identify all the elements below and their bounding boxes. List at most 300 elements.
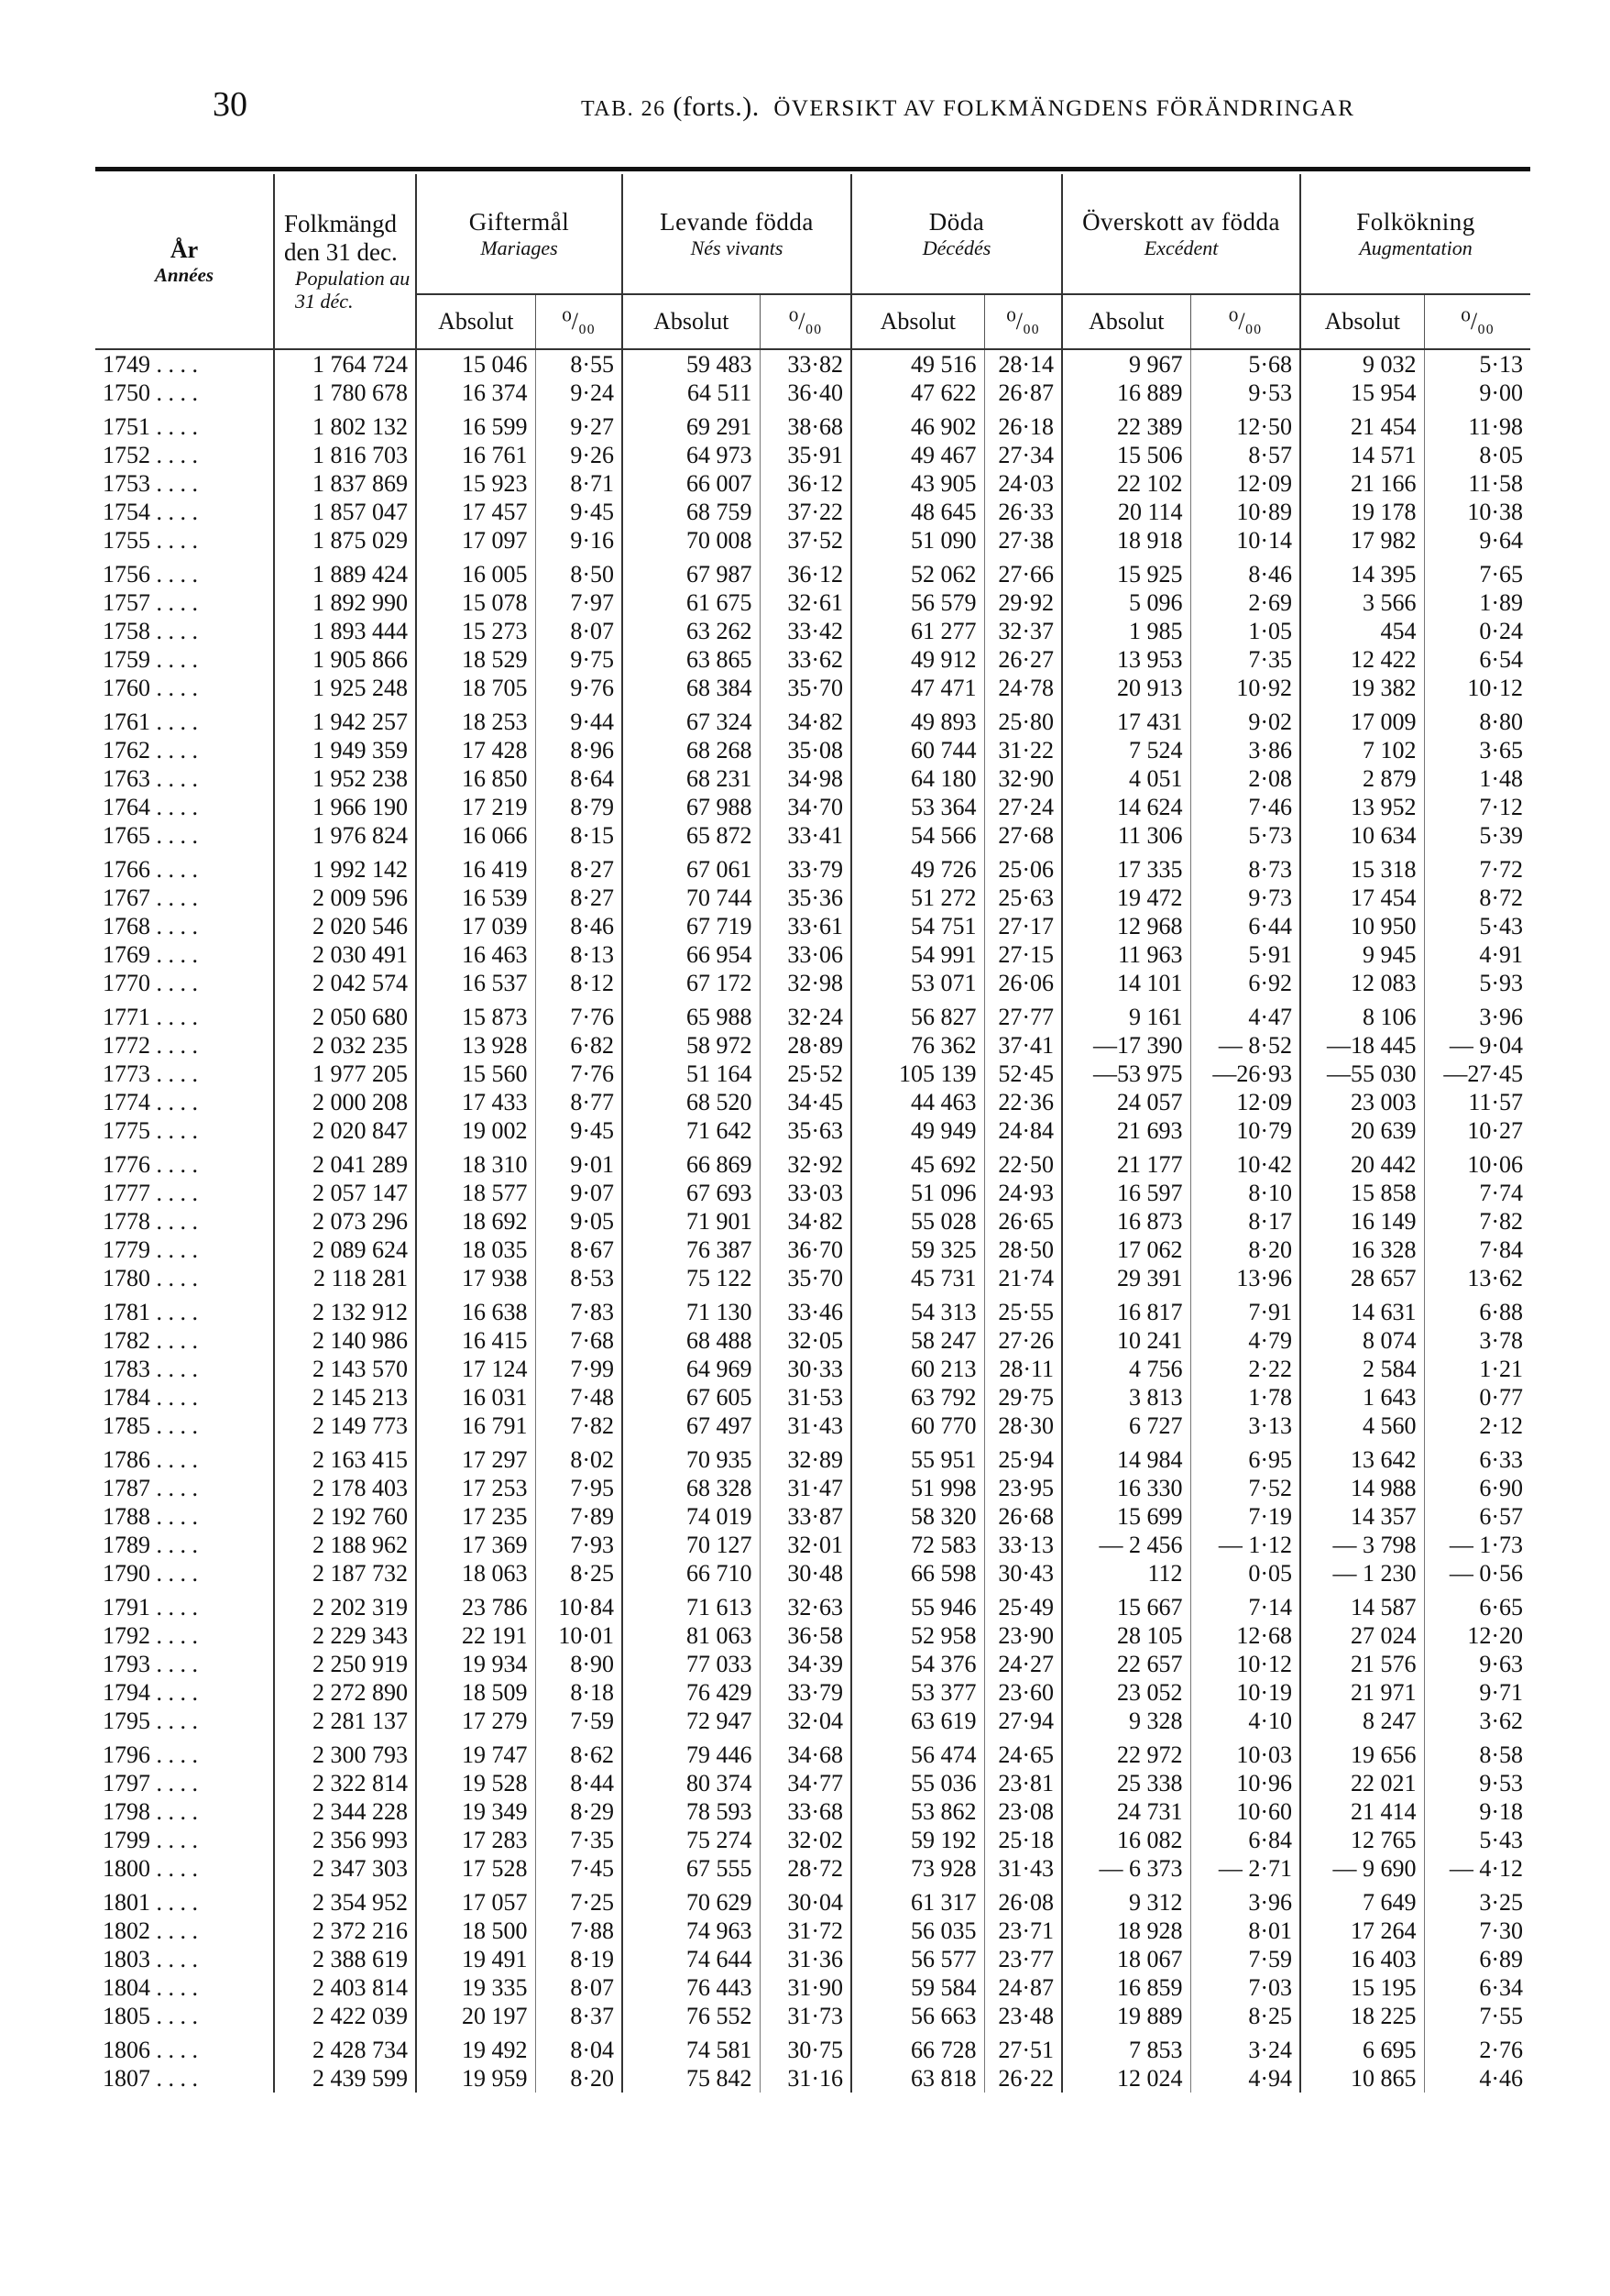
excess-permille-cell: 1·05 [1190,617,1300,645]
table-row [95,1531,1530,1559]
excess-permille-cell: 4·47 [1190,997,1300,1031]
table-row [95,1088,1530,1116]
deaths-absolut-cell: 56 827 [851,997,984,1031]
marriages-header [416,174,622,294]
population-cell: 2 089 624 [274,1236,416,1264]
excess-absolut-cell: 4 051 [1062,764,1190,793]
increase-permille-cell: 9·71 [1424,1678,1530,1707]
excess-permille-cell: 8·20 [1190,1236,1300,1264]
year-cell: 1777 . . . . [103,1180,198,1206]
excess-absolut-cell: 6 727 [1062,1412,1190,1440]
marriages-absolut-cell: 19 747 [416,1735,535,1769]
table-row [95,1412,1530,1440]
increase-header [1300,174,1530,294]
births-permille-cell: 33·42 [760,617,851,645]
increase-absolut-cell: 15 195 [1300,1973,1424,2002]
excess-absolut-cell: 10 241 [1062,1326,1190,1355]
population-title: Folkmängd den 31 dec. [284,209,398,266]
increase-permille-cell: 7·55 [1424,2002,1530,2030]
deaths-permille-cell: 25·80 [984,702,1062,736]
deaths-permille-cell: 25·49 [984,1587,1062,1621]
excess-permille-cell: 9·02 [1190,702,1300,736]
deaths-permille-cell: 33·13 [984,1531,1062,1559]
year-cell: 1789 . . . . [103,1532,198,1558]
increase-absolut-cell: 14 587 [1300,1587,1424,1621]
increase-permille-cell: — 4·12 [1424,1854,1530,1883]
births-permille-cell: 28·72 [760,1854,851,1883]
excess-absolut-cell: 29 391 [1062,1264,1190,1292]
deaths-absolut-cell: 60 770 [851,1412,984,1440]
births-permille-cell: 35·70 [760,1264,851,1292]
year-cell: 1774 . . . . [103,1089,198,1115]
excess-permille-cell: — 8·52 [1190,1031,1300,1060]
increase-absolut-cell: 17 454 [1300,884,1424,912]
births-permille-cell: 33·61 [760,912,851,940]
table-row [95,940,1530,969]
year-cell: 1751 . . . . [103,413,198,440]
population-cell: 1 949 359 [274,736,416,764]
marriages-absolut-cell: 19 492 [416,2030,535,2064]
population-cell: 2 030 491 [274,940,416,969]
excess-absolut-cell: 9 328 [1062,1707,1190,1735]
marriages-permille-cell: 7·59 [535,1707,622,1735]
deaths-permille-cell: 24·27 [984,1650,1062,1678]
births-permille-cell: 36·70 [760,1236,851,1264]
marriages-permille-cell: 8·50 [535,555,622,588]
year-cell: 1765 . . . . [103,822,198,849]
increase-absolut-cell: 9 945 [1300,940,1424,969]
increase-absolut-cell: 13 952 [1300,793,1424,821]
year-cell: 1786 . . . . [103,1446,198,1473]
deaths-absolut-cell: 53 364 [851,793,984,821]
year-subtitle: Années [154,263,214,286]
births-permille-cell: 35·63 [760,1116,851,1145]
births-permille-cell: 34·82 [760,702,851,736]
increase-title: Folkökning [1356,207,1475,236]
marriages-permille-cell: 8·62 [535,1735,622,1769]
deaths-absolut-cell: 49 516 [851,349,984,379]
births-absolut-cell: 70 127 [622,1531,760,1559]
population-cell: 2 344 228 [274,1797,416,1826]
population-cell: 2 073 296 [274,1207,416,1236]
excess-permille-cell: 10·60 [1190,1797,1300,1826]
births-absolut-cell: 74 644 [622,1945,760,1973]
deaths-absolut-cell: 56 474 [851,1735,984,1769]
deaths-permille-cell: 27·17 [984,912,1062,940]
increase-permille-cell: 3·25 [1424,1883,1530,1917]
excess-absolut-cell: 21 693 [1062,1116,1190,1145]
table-row [95,850,1530,884]
births-permille-cell: 31·36 [760,1945,851,1973]
table-row [95,736,1530,764]
marriages-permille-cell: 8·71 [535,469,622,498]
excess-permille-cell: — 2·71 [1190,1854,1300,1883]
excess-permille-cell: 0·05 [1190,1559,1300,1587]
increase-absolut-cell: 10 634 [1300,821,1424,850]
year-cell: 1791 . . . . [103,1594,198,1620]
deaths-permille-cell: 23·81 [984,1769,1062,1797]
increase-absolut-cell: 21 414 [1300,1797,1424,1826]
marriages-permille-cell: 7·88 [535,1917,622,1945]
year-column-header [95,174,274,349]
marriages-absolut-cell: 17 297 [416,1440,535,1474]
births-permille-cell: 25·52 [760,1060,851,1088]
increase-permille-cell: 8·58 [1424,1735,1530,1769]
births-permille-cell: 30·75 [760,2030,851,2064]
table-row [95,379,1530,407]
marriages-absolut-cell: 15 560 [416,1060,535,1088]
births-absolut-cell: 67 172 [622,969,760,997]
table-row [95,1292,1530,1326]
table-header [95,174,1530,349]
year-cell: 1782 . . . . [103,1327,198,1354]
marriages-absolut-cell: 18 692 [416,1207,535,1236]
marriages-permille-cell: 8·07 [535,1973,622,2002]
table-row [95,884,1530,912]
increase-absolut-cell: 18 225 [1300,2002,1424,2030]
deaths-permille-cell: 23·71 [984,1917,1062,1945]
births-permille-cell: 31·43 [760,1412,851,1440]
excess-permille-cell: 4·94 [1190,2064,1300,2093]
excess-absolut-cell: 112 [1062,1559,1190,1587]
marriages-permille-cell: 9·27 [535,407,622,441]
population-cell: 1 875 029 [274,526,416,555]
table-row [95,1264,1530,1292]
population-cell: 2 322 814 [274,1769,416,1797]
births-permille-cell: 33·79 [760,850,851,884]
deaths-absolut-cell: 76 362 [851,1031,984,1060]
increase-absolut-cell: 23 003 [1300,1088,1424,1116]
marriages-absolut-cell: 16 638 [416,1292,535,1326]
year-title: År [170,236,199,263]
increase-absolut-cell: 17 982 [1300,526,1424,555]
deaths-absolut-cell: 52 958 [851,1621,984,1650]
marriages-absolut-cell: 16 005 [416,555,535,588]
excess-permille-cell: 10·12 [1190,1650,1300,1678]
deaths-permille-cell: 23·90 [984,1621,1062,1650]
year-cell: 1773 . . . . [103,1060,198,1087]
marriages-permille-cell: 8·27 [535,850,622,884]
population-cell: 2 428 734 [274,2030,416,2064]
excess-absolut-cell: 25 338 [1062,1769,1190,1797]
deaths-absolut-cell: 51 090 [851,526,984,555]
births-absolut-cell: 71 901 [622,1207,760,1236]
excess-absolut-cell: 20 913 [1062,674,1190,702]
marriages-permille-cell: 9·75 [535,645,622,674]
deaths-absolut-cell: 46 902 [851,407,984,441]
births-permille-cell: 32·02 [760,1826,851,1854]
marriages-permille-cell: 7·82 [535,1412,622,1440]
increase-permille-cell: 9·00 [1424,379,1530,407]
population-cell: 1 893 444 [274,617,416,645]
excess-permille-cell: 10·89 [1190,498,1300,526]
marriages-permille-cell: 9·01 [535,1145,622,1179]
births-permille-cell: 34·70 [760,793,851,821]
deaths-permille-cell: 26·08 [984,1883,1062,1917]
excess-permille-cell: 8·46 [1190,555,1300,588]
year-cell: 1767 . . . . [103,884,198,911]
deaths-permille-cell: 28·50 [984,1236,1062,1264]
marriages-absolut-cell: 16 419 [416,850,535,884]
births-permille-cell: 30·48 [760,1559,851,1587]
table-row [95,997,1530,1031]
marriages-permille-cell: 8·04 [535,2030,622,2064]
births-permille-cell: 33·62 [760,645,851,674]
births-absolut-cell: 70 008 [622,526,760,555]
population-cell: 2 354 952 [274,1883,416,1917]
increase-absolut-cell: 8 074 [1300,1326,1424,1355]
deaths-absolut-cell: 64 180 [851,764,984,793]
excess-permille-cell: 7·03 [1190,1973,1300,2002]
marriages-permille-cell: 7·99 [535,1355,622,1383]
excess-permille-cell: 10·03 [1190,1735,1300,1769]
increase-absolut-cell: 13 642 [1300,1440,1424,1474]
table-row [95,469,1530,498]
increase-absolut-cell: 16 328 [1300,1236,1424,1264]
marriages-permille-cell: 8·53 [535,1264,622,1292]
table-row [95,1060,1530,1088]
births-permille-cell: 35·36 [760,884,851,912]
marriages-absolut-cell: 17 457 [416,498,535,526]
increase-permille-cell: — 9·04 [1424,1031,1530,1060]
births-absolut-cell: 70 935 [622,1440,760,1474]
deaths-absolut-cell: 54 566 [851,821,984,850]
population-cell: 2 202 319 [274,1587,416,1621]
table-row [95,969,1530,997]
births-absolut-cell: 70 744 [622,884,760,912]
deaths-permille-cell: 27·34 [984,441,1062,469]
excess-permille-cell: 9·73 [1190,884,1300,912]
excess-title: Överskott av födda [1082,207,1281,236]
excess-absolut-cell: 16 859 [1062,1973,1190,2002]
increase-absolut-cell: 22 021 [1300,1769,1424,1797]
marriages-permille-cell: 8·96 [535,736,622,764]
marriages-absolut-cell: 18 577 [416,1179,535,1207]
deaths-absolut-cell: 51 998 [851,1474,984,1502]
deaths-permille-header: ⁰/₀₀ [984,294,1062,349]
deaths-permille-cell: 27·66 [984,555,1062,588]
population-cell: 1 802 132 [274,407,416,441]
marriages-absolut-cell: 16 374 [416,379,535,407]
population-cell: 1 892 990 [274,588,416,617]
deaths-permille-cell: 28·30 [984,1412,1062,1440]
year-cell: 1758 . . . . [103,618,198,644]
excess-absolut-cell: 15 925 [1062,555,1190,588]
marriages-absolut-cell: 19 002 [416,1116,535,1145]
population-cell: 2 163 415 [274,1440,416,1474]
increase-permille-cell: 10·06 [1424,1145,1530,1179]
year-cell: 1804 . . . . [103,1974,198,2001]
increase-absolut-cell: 12 765 [1300,1826,1424,1854]
excess-permille-cell: 8·73 [1190,850,1300,884]
increase-permille-cell: 1·89 [1424,588,1530,617]
population-cell: 1 925 248 [274,674,416,702]
marriages-absolut-cell: 19 349 [416,1797,535,1826]
deaths-absolut-cell: 60 213 [851,1355,984,1383]
marriages-absolut-cell: 17 433 [416,1088,535,1116]
increase-absolut-cell: 19 382 [1300,674,1424,702]
marriages-permille-cell: 8·07 [535,617,622,645]
excess-absolut-cell: — 2 456 [1062,1531,1190,1559]
births-permille-cell: 37·52 [760,526,851,555]
table-row [95,1587,1530,1621]
deaths-permille-cell: 32·37 [984,617,1062,645]
increase-permille-header: ⁰/₀₀ [1424,294,1530,349]
table-row [95,1973,1530,2002]
table-row [95,1707,1530,1735]
deaths-absolut-header: Absolut [851,294,984,349]
births-permille-cell: 33·41 [760,821,851,850]
population-cell: 2 020 847 [274,1116,416,1145]
marriages-absolut-cell: 17 057 [416,1883,535,1917]
excess-absolut-cell: 9 312 [1062,1883,1190,1917]
increase-permille-cell: 11·58 [1424,469,1530,498]
population-cell: 2 356 993 [274,1826,416,1854]
table-title: ÖVERSIKT AV FOLKMÄNGDENS FÖRÄNDRINGAR [773,96,1355,121]
marriages-absolut-cell: 18 529 [416,645,535,674]
marriages-absolut-cell: 16 850 [416,764,535,793]
year-cell: 1753 . . . . [103,470,198,497]
excess-absolut-cell: 17 335 [1062,850,1190,884]
marriages-absolut-cell: 17 124 [416,1355,535,1383]
excess-absolut-cell: 24 057 [1062,1088,1190,1116]
births-permille-cell: 31·47 [760,1474,851,1502]
year-cell: 1788 . . . . [103,1503,198,1530]
deaths-permille-cell: 25·55 [984,1292,1062,1326]
increase-permille-cell: 7·82 [1424,1207,1530,1236]
excess-absolut-cell: 28 105 [1062,1621,1190,1650]
header-rule [95,167,1530,171]
table-row [95,617,1530,645]
births-absolut-cell: 74 581 [622,2030,760,2064]
increase-absolut-cell: 21 576 [1300,1650,1424,1678]
deaths-absolut-cell: 54 991 [851,940,984,969]
increase-permille-cell: 11·98 [1424,407,1530,441]
excess-permille-cell: 12·09 [1190,469,1300,498]
increase-absolut-cell: 10 950 [1300,912,1424,940]
table-row [95,1502,1530,1531]
excess-absolut-cell: 18 928 [1062,1917,1190,1945]
increase-permille-cell: — 0·56 [1424,1559,1530,1587]
increase-permille-cell: 10·38 [1424,498,1530,526]
table-row [95,1678,1530,1707]
continued-label: (forts.). [673,92,760,122]
increase-permille-cell: 3·62 [1424,1707,1530,1735]
population-cell: 2 192 760 [274,1502,416,1531]
increase-absolut-cell: 20 442 [1300,1145,1424,1179]
excess-absolut-cell: 9 967 [1062,349,1190,379]
excess-permille-cell: 8·57 [1190,441,1300,469]
year-cell: 1807 . . . . [103,2065,198,2092]
increase-permille-cell: 6·33 [1424,1440,1530,1474]
excess-permille-cell: 6·92 [1190,969,1300,997]
increase-permille-cell: 9·63 [1424,1650,1530,1678]
births-absolut-cell: 75 122 [622,1264,760,1292]
deaths-permille-cell: 24·03 [984,469,1062,498]
year-cell: 1755 . . . . [103,527,198,554]
deaths-absolut-cell: 51 272 [851,884,984,912]
table-row [95,555,1530,588]
table-row [95,588,1530,617]
increase-permille-cell: 9·18 [1424,1797,1530,1826]
births-permille-cell: 32·05 [760,1326,851,1355]
excess-permille-cell: 8·25 [1190,2002,1300,2030]
deaths-absolut-cell: 61 277 [851,617,984,645]
population-cell: 2 032 235 [274,1031,416,1060]
births-absolut-cell: 81 063 [622,1621,760,1650]
excess-permille-cell: 7·52 [1190,1474,1300,1502]
deaths-absolut-cell: 44 463 [851,1088,984,1116]
year-cell: 1802 . . . . [103,1917,198,1944]
excess-permille-cell: 5·68 [1190,349,1300,379]
excess-absolut-cell: 17 431 [1062,702,1190,736]
excess-absolut-cell: 15 667 [1062,1587,1190,1621]
deaths-absolut-cell: 56 035 [851,1917,984,1945]
excess-absolut-cell: 17 062 [1062,1236,1190,1264]
marriages-permille-cell: 8·19 [535,1945,622,1973]
excess-permille-cell: 10·19 [1190,1678,1300,1707]
table-row [95,1826,1530,1854]
population-cell: 2 000 208 [274,1088,416,1116]
table-row [95,1355,1530,1383]
deaths-permille-cell: 22·36 [984,1088,1062,1116]
births-permille-cell: 36·58 [760,1621,851,1650]
births-permille-cell: 35·08 [760,736,851,764]
year-cell: 1787 . . . . [103,1475,198,1501]
deaths-absolut-cell: 54 376 [851,1650,984,1678]
increase-absolut-cell: 12 422 [1300,645,1424,674]
table-row [95,1116,1530,1145]
marriages-absolut-cell: 15 873 [416,997,535,1031]
increase-absolut-cell: 16 403 [1300,1945,1424,1973]
increase-permille-cell: 0·24 [1424,617,1530,645]
excess-absolut-cell: 22 972 [1062,1735,1190,1769]
births-permille-cell: 34·45 [760,1088,851,1116]
deaths-absolut-cell: 73 928 [851,1854,984,1883]
marriages-permille-cell: 7·68 [535,1326,622,1355]
deaths-header [851,174,1062,294]
year-cell: 1759 . . . . [103,646,198,673]
deaths-permille-cell: 25·63 [984,884,1062,912]
increase-absolut-cell: 19 178 [1300,498,1424,526]
increase-absolut-cell: 10 865 [1300,2064,1424,2093]
increase-permille-cell: —27·45 [1424,1060,1530,1088]
increase-absolut-cell: — 9 690 [1300,1854,1424,1883]
population-cell: 1 905 866 [274,645,416,674]
population-cell: 1 889 424 [274,555,416,588]
births-absolut-cell: 71 613 [622,1587,760,1621]
marriages-permille-cell: 6·82 [535,1031,622,1060]
deaths-permille-cell: 24·87 [984,1973,1062,2002]
excess-absolut-cell: 16 597 [1062,1179,1190,1207]
marriages-permille-cell: 7·25 [535,1883,622,1917]
table-row [95,1207,1530,1236]
births-absolut-cell: 76 429 [622,1678,760,1707]
year-cell: 1756 . . . . [103,561,198,588]
increase-absolut-cell: — 1 230 [1300,1559,1424,1587]
table-row [95,1559,1530,1587]
excess-absolut-cell: 13 953 [1062,645,1190,674]
excess-header [1062,174,1300,294]
marriages-absolut-cell: 18 509 [416,1678,535,1707]
deaths-absolut-cell: 72 583 [851,1531,984,1559]
births-permille-cell: 33·79 [760,1678,851,1707]
births-permille-cell: 33·68 [760,1797,851,1826]
marriages-permille-cell: 8·77 [535,1088,622,1116]
marriages-permille-cell: 8·44 [535,1769,622,1797]
marriages-absolut-cell: 16 415 [416,1326,535,1355]
increase-permille-cell: 1·48 [1424,764,1530,793]
